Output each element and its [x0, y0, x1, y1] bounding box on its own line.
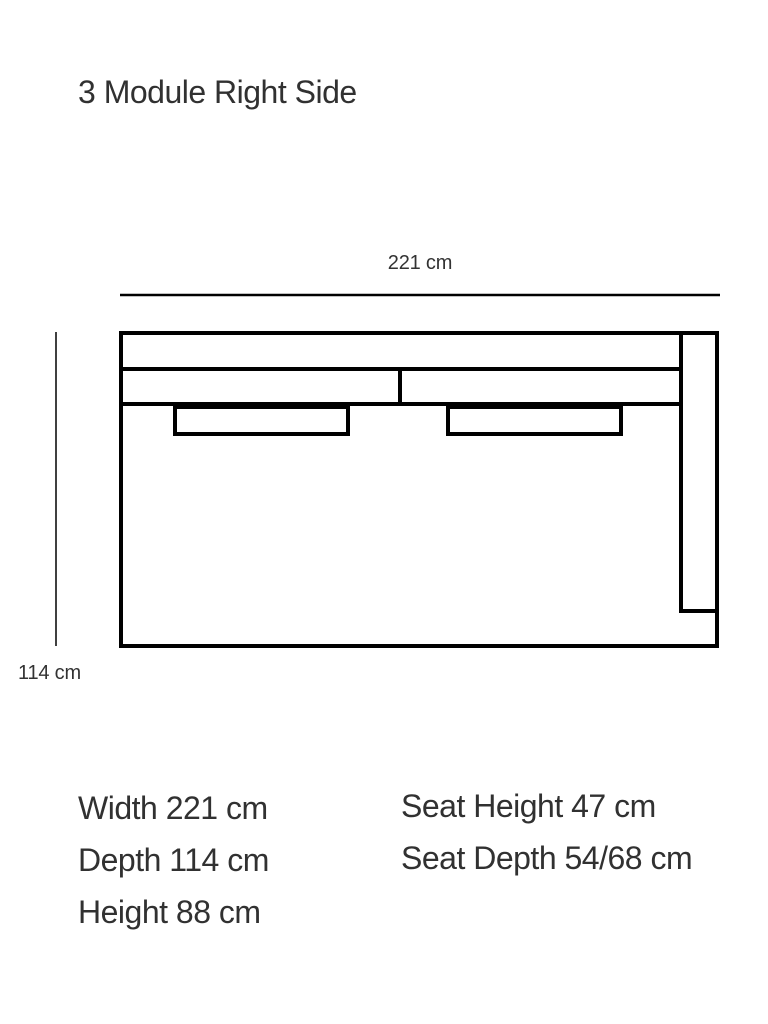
- spec-list-left: [78, 782, 269, 938]
- spec-seat-depth: Seat Depth 54/68 cm: [401, 840, 693, 876]
- spec-height: Height 88 cm: [78, 894, 261, 930]
- spec-width: Width 221 cm: [78, 790, 268, 826]
- spec-depth: Depth 114 cm: [78, 842, 269, 878]
- width-dimension-label: 221 cm: [387, 252, 453, 274]
- spec-seat-height: Seat Height 47 cm: [401, 788, 656, 824]
- spec-list-right: [401, 780, 692, 884]
- left-seat-cushion: [175, 407, 348, 434]
- right-seat-cushion: [448, 407, 621, 434]
- page-title: 3 Module Right Side: [78, 74, 357, 110]
- depth-dimension-label: 114 cm: [18, 662, 81, 684]
- sofa-outline: [121, 333, 717, 646]
- right-armrest: [681, 333, 717, 611]
